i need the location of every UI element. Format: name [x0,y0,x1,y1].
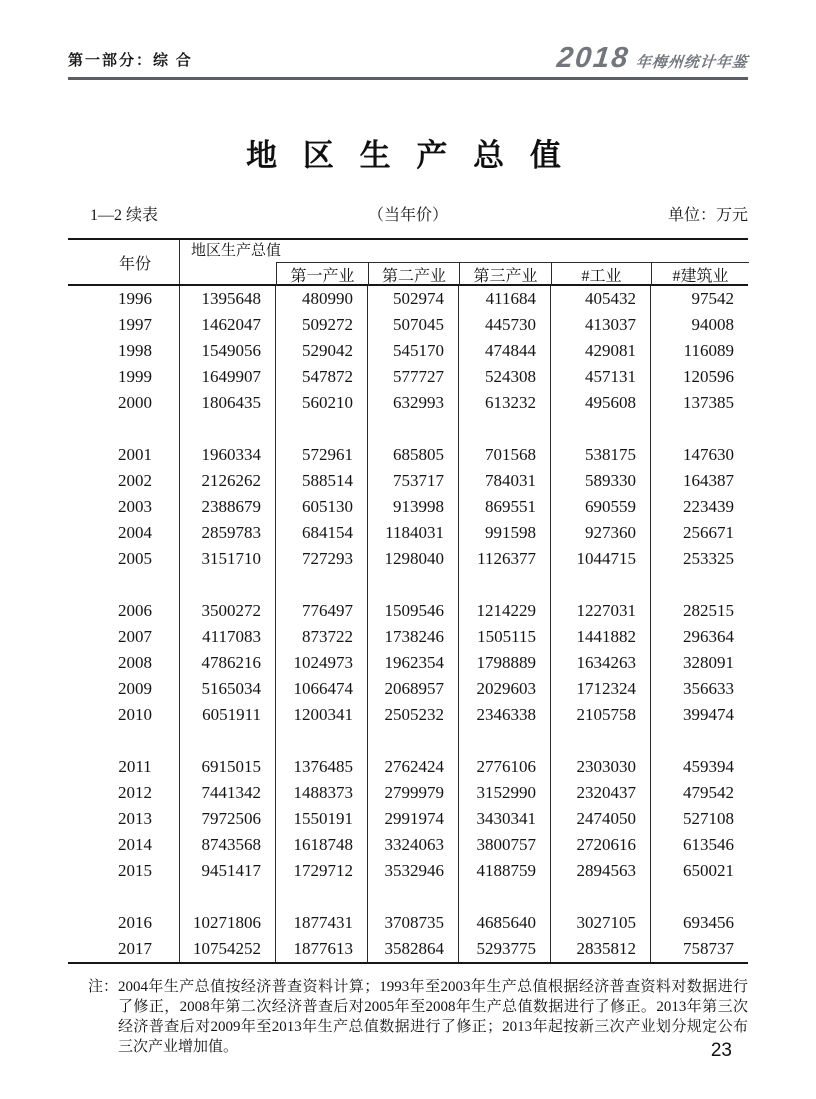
value-cell: 1044715 [550,546,650,572]
value-cell: 480990 [275,286,367,312]
year-cell: 2017 [118,939,152,958]
value-cell [550,884,650,910]
year-cell: 2009 [118,679,152,698]
value-cell: 356633 [650,676,748,702]
value-cell: 7972506 [179,806,275,832]
year-cell: 2012 [118,783,152,802]
table-row [68,624,748,650]
value-cell: 1549056 [179,338,275,364]
value-cell [650,572,748,598]
value-cell: 399474 [650,702,748,728]
value-cell: 3582864 [367,936,458,962]
value-cell: 445730 [458,312,550,338]
value-cell: 10754252 [179,936,275,962]
year-cell: 2011 [118,757,152,776]
value-cell: 5165034 [179,676,275,702]
value-cell: 7441342 [179,780,275,806]
value-cell: 8743568 [179,832,275,858]
footnote-text: 2004年生产总值按经济普查资料计算；1993年至2003年生产总值根据经济普查资料对数据进行了修正，2008年第二次经济普查后对2005年至2008年生产总值数据进行了修正。2013年第三次经济普查后对2009年至2013年生产总值数据进行了修正；2013年起按新三次产业划分规定公布三次产业增加值。 [118,979,748,1055]
column-header-tertiary-industry: 第三产业 [459,262,551,286]
value-cell: 6051911 [179,702,275,728]
value-cell: 3152990 [458,780,550,806]
value-cell: 2105758 [550,702,650,728]
value-cell: 1395648 [179,286,275,312]
value-cell: 589330 [550,468,650,494]
value-cell: 429081 [550,338,650,364]
value-cell: 3324063 [367,832,458,858]
value-cell: 97542 [650,286,748,312]
value-cell: 605130 [275,494,367,520]
value-cell: 1200341 [275,702,367,728]
value-cell: 4117083 [179,624,275,650]
value-cell: 560210 [275,390,367,416]
value-cell: 524308 [458,364,550,390]
value-cell: 727293 [275,546,367,572]
value-cell: 457131 [550,364,650,390]
value-cell: 538175 [550,442,650,468]
price-basis-note: （当年价） [367,207,449,224]
value-cell: 120596 [650,364,748,390]
column-header-secondary-industry: 第二产业 [368,262,459,286]
year-cell: 2013 [118,809,152,828]
page-header [68,44,748,80]
year-cell: 1999 [118,367,152,386]
year-cell: 2014 [118,835,152,854]
value-cell: 4188759 [458,858,550,884]
value-cell [367,572,458,598]
value-cell: 509272 [275,312,367,338]
year-cell: 1997 [118,315,152,334]
value-cell: 296364 [650,624,748,650]
value-cell: 2762424 [367,754,458,780]
value-cell: 632993 [367,390,458,416]
year-cell: 2004 [118,523,152,542]
value-cell [550,572,650,598]
footnote-label: 注： [88,979,119,995]
brand-year: 2018 [555,42,632,74]
value-cell: 147630 [650,442,748,468]
value-cell: 1729712 [275,858,367,884]
value-cell: 1712324 [550,676,650,702]
year-cell: 2000 [118,393,152,412]
value-cell: 2126262 [179,468,275,494]
year-cell: 2002 [118,471,152,490]
table-row [68,468,748,494]
value-cell: 1960334 [179,442,275,468]
year-cell [68,884,179,910]
value-cell: 10271806 [179,910,275,936]
brand-name: 年梅州统计年鉴 [634,55,749,71]
value-cell: 1214229 [458,598,550,624]
value-cell: 1806435 [179,390,275,416]
value-cell: 650021 [650,858,748,884]
unit-label: 单位：万元 [667,207,748,224]
value-cell: 459394 [650,754,748,780]
value-cell: 1066474 [275,676,367,702]
value-cell: 991598 [458,520,550,546]
value-cell: 684154 [275,520,367,546]
value-cell: 116089 [650,338,748,364]
column-header-industry: #工业 [551,262,651,286]
value-cell [275,416,367,442]
value-cell: 502974 [367,286,458,312]
value-cell: 495608 [550,390,650,416]
table-body [68,286,748,964]
value-cell [458,884,550,910]
value-cell: 1488373 [275,780,367,806]
table-row [68,780,748,806]
value-cell: 913998 [367,494,458,520]
value-cell [367,884,458,910]
value-cell: 256671 [650,520,748,546]
table-row [68,338,748,364]
value-cell: 9451417 [179,858,275,884]
value-cell: 2505232 [367,702,458,728]
value-cell: 1738246 [367,624,458,650]
value-cell: 4786216 [179,650,275,676]
year-cell: 2001 [118,445,152,464]
table-row [68,520,748,546]
value-cell: 1184031 [367,520,458,546]
sub-header-row [180,262,749,286]
value-cell: 3708735 [367,910,458,936]
value-cell: 2474050 [550,806,650,832]
value-cell: 693456 [650,910,748,936]
value-cell: 927360 [550,520,650,546]
table-row [68,806,748,832]
value-cell: 282515 [650,598,748,624]
value-cell: 701568 [458,442,550,468]
value-cell: 3532946 [367,858,458,884]
value-cell [275,884,367,910]
table-row [68,364,748,390]
year-cell: 2006 [118,601,152,620]
page-title: 地 区 生 产 总 值 [246,138,570,173]
year-cell: 1998 [118,341,152,360]
year-cell: 2016 [118,913,152,932]
value-cell: 3430341 [458,806,550,832]
year-cell: 1996 [118,289,152,308]
value-cell: 1649907 [179,364,275,390]
value-cell [179,572,275,598]
value-cell: 253325 [650,546,748,572]
value-cell [650,416,748,442]
value-cell: 2991974 [367,806,458,832]
table-row [68,494,748,520]
table-spacer-row [68,728,748,754]
value-cell [275,728,367,754]
value-cell: 328091 [650,650,748,676]
value-cell: 529042 [275,338,367,364]
year-cell: 2003 [118,497,152,516]
table-meta-row [68,202,748,226]
sub-header-spacer [180,262,276,286]
table-number: 1—2 续表 [90,207,159,224]
table-row [68,936,748,962]
value-cell: 784031 [458,468,550,494]
value-cell: 613232 [458,390,550,416]
value-cell: 869551 [458,494,550,520]
value-cell [550,416,650,442]
value-cell: 2894563 [550,858,650,884]
value-cell: 1298040 [367,546,458,572]
value-cell: 776497 [275,598,367,624]
value-cell: 2320437 [550,780,650,806]
value-cell [458,728,550,754]
value-cell [179,728,275,754]
table-row [68,442,748,468]
value-cell: 758737 [650,936,748,962]
value-cell: 572961 [275,442,367,468]
column-header-year: 年份 [118,255,151,273]
column-header-construction: #建筑业 [651,262,749,286]
value-cell: 2029603 [458,676,550,702]
value-cell: 1024973 [275,650,367,676]
table-spacer-row [68,572,748,598]
year-cell [68,572,179,598]
table-row [68,546,748,572]
table-row [68,676,748,702]
table-row [68,390,748,416]
value-cell: 2346338 [458,702,550,728]
year-cell: 2010 [118,705,152,724]
year-cell: 2007 [118,627,152,646]
page-number: 23 [710,1040,732,1061]
value-cell: 479542 [650,780,748,806]
value-cell: 753717 [367,468,458,494]
value-cell: 1376485 [275,754,367,780]
value-cell [550,728,650,754]
value-cell: 5293775 [458,936,550,962]
year-cell [68,416,179,442]
table-spacer-row [68,416,748,442]
yearbook-brand [557,44,748,73]
value-cell: 545170 [367,338,458,364]
value-cell: 3500272 [179,598,275,624]
value-cell: 411684 [458,286,550,312]
value-cell [458,416,550,442]
value-cell: 2776106 [458,754,550,780]
value-cell: 1634263 [550,650,650,676]
value-cell [458,572,550,598]
table-row [68,858,748,884]
value-cell: 507045 [367,312,458,338]
value-cell: 1126377 [458,546,550,572]
value-cell: 3151710 [179,546,275,572]
table-header-right [179,240,749,284]
value-cell: 2799979 [367,780,458,806]
table-row [68,754,748,780]
value-cell: 613546 [650,832,748,858]
value-cell: 873722 [275,624,367,650]
value-cell: 1618748 [275,832,367,858]
value-cell: 474844 [458,338,550,364]
value-cell: 1509546 [367,598,458,624]
value-cell: 6915015 [179,754,275,780]
table-row [68,286,748,312]
section-label: 第一部分：综 合 [68,53,193,69]
table-header [68,238,748,286]
value-cell: 547872 [275,364,367,390]
value-cell: 223439 [650,494,748,520]
table-row [68,598,748,624]
value-cell: 2303030 [550,754,650,780]
table-row [68,312,748,338]
value-cell: 2720616 [550,832,650,858]
value-cell: 577727 [367,364,458,390]
value-cell: 588514 [275,468,367,494]
gdp-table [68,238,748,964]
value-cell: 1877613 [275,936,367,962]
value-cell: 1877431 [275,910,367,936]
value-cell: 1227031 [550,598,650,624]
value-cell: 2859783 [179,520,275,546]
value-cell: 1550191 [275,806,367,832]
value-cell: 164387 [650,468,748,494]
table-row [68,910,748,936]
value-cell: 1962354 [367,650,458,676]
value-cell: 3800757 [458,832,550,858]
value-cell [367,416,458,442]
value-cell: 94008 [650,312,748,338]
table-row [68,702,748,728]
year-cell: 2008 [118,653,152,672]
value-cell: 685805 [367,442,458,468]
value-cell [367,728,458,754]
value-cell: 690559 [550,494,650,520]
value-cell [179,416,275,442]
year-cell: 2015 [118,861,152,880]
column-header-gdp: 地区生产总值 [191,243,282,259]
year-cell [68,728,179,754]
value-cell: 1441882 [550,624,650,650]
footnote [88,977,748,1057]
value-cell: 2835812 [550,936,650,962]
value-cell: 1505115 [458,624,550,650]
table-row [68,832,748,858]
value-cell: 1462047 [179,312,275,338]
column-header-primary-industry: 第一产业 [276,262,368,286]
value-cell: 2388679 [179,494,275,520]
value-cell: 2068957 [367,676,458,702]
value-cell: 4685640 [458,910,550,936]
year-cell: 2005 [118,549,152,568]
value-cell [179,884,275,910]
value-cell: 1798889 [458,650,550,676]
table-row [68,650,748,676]
value-cell [650,884,748,910]
value-cell: 405432 [550,286,650,312]
value-cell: 137385 [650,390,748,416]
value-cell: 3027105 [550,910,650,936]
value-cell: 527108 [650,806,748,832]
value-cell [275,572,367,598]
value-cell: 413037 [550,312,650,338]
table-spacer-row [68,884,748,910]
value-cell [650,728,748,754]
